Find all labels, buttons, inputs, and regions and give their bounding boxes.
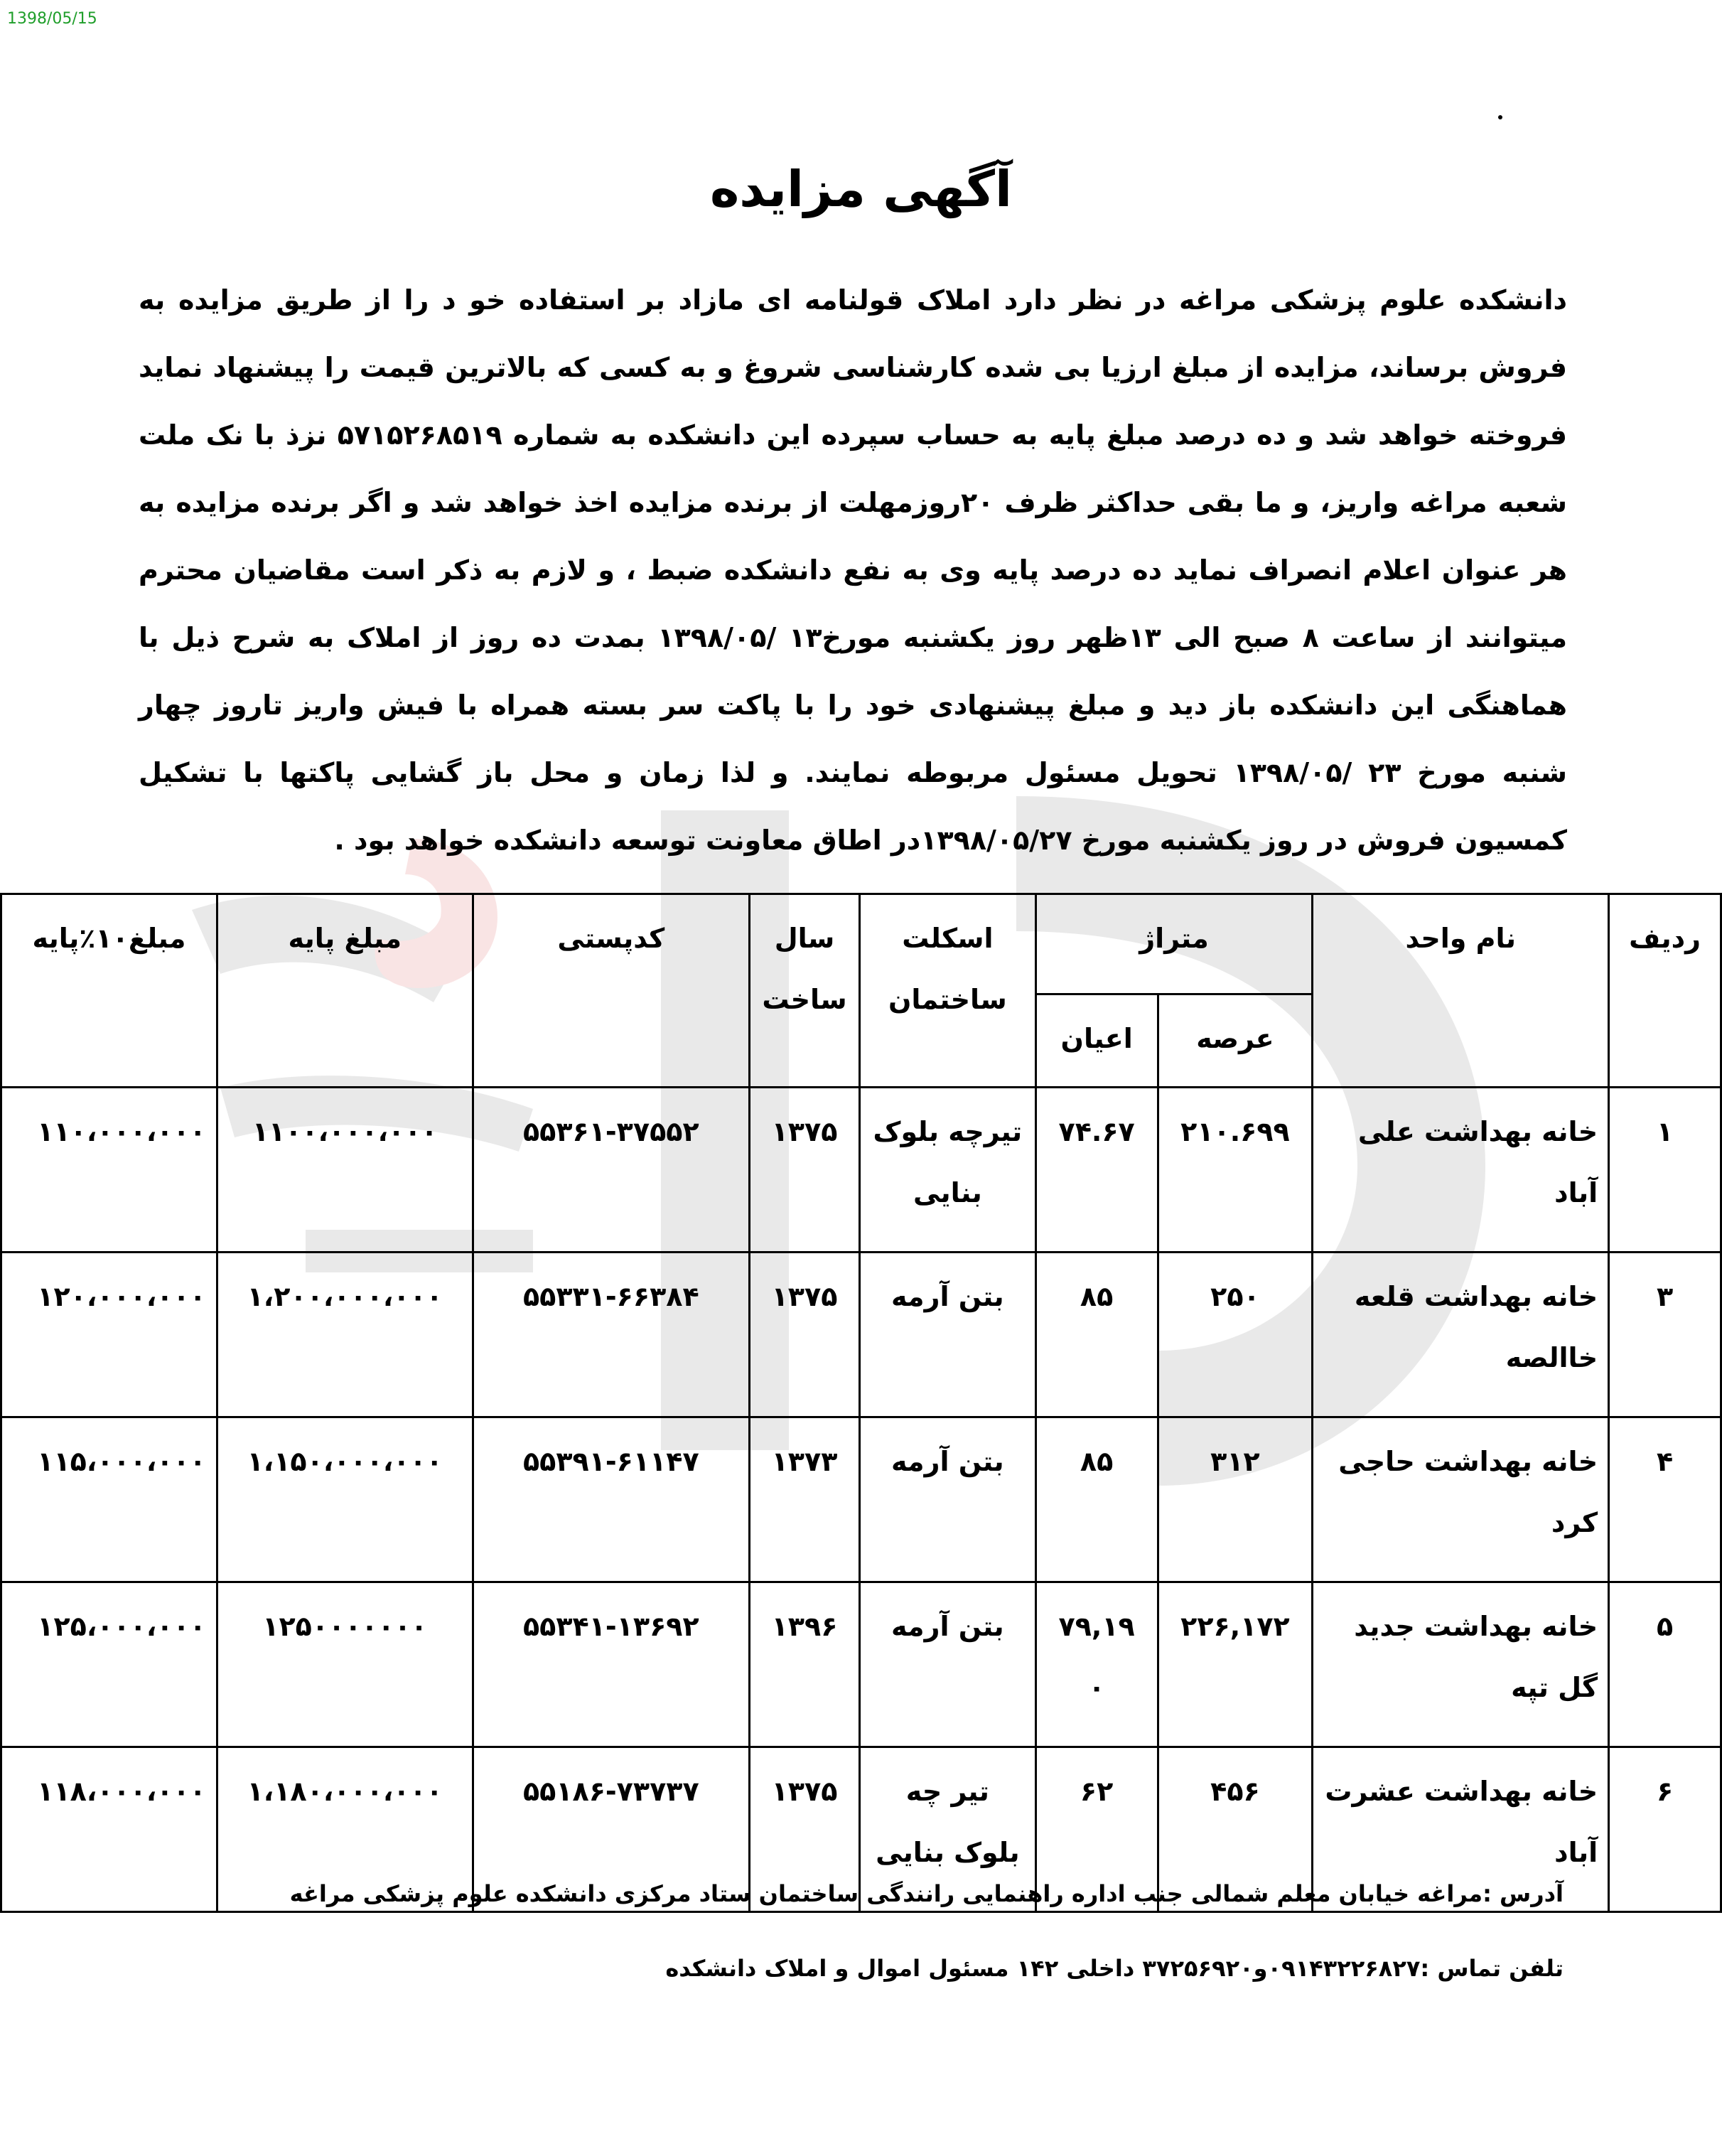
cell-land: ۲۲۶,۱۷۲ [1158, 1582, 1313, 1747]
cell-structure: بتن آرمه [859, 1253, 1035, 1417]
header-base-price: مبلغ پایه [217, 894, 473, 1088]
table-header-row [1, 894, 1721, 994]
cell-year: ۱۳۷۳ [750, 1417, 860, 1582]
cell-base-price: ۱،۲۰۰،۰۰۰،۰۰۰ [217, 1253, 473, 1417]
cell-ten-percent: ۱۲۰،۰۰۰،۰۰۰ [1, 1253, 217, 1417]
cell-postal-code: ۵۵۳۳۱-۶۶۳۸۴ [473, 1253, 749, 1417]
header-unit-name: نام واحد [1313, 894, 1609, 1088]
header-building: اعیان [1035, 994, 1158, 1088]
footer-phone: تلفن تماس :۰۹۱۴۳۲۲۶۸۲۷و۳۷۲۵۶۹۲۰ داخلی ۱۴۲ مسئول اموال و املاک دانشکده [665, 1955, 1564, 1982]
cell-unit-name: خانه بهداشت قلعه خاالصه [1313, 1253, 1609, 1417]
cell-row-no: ۵ [1609, 1582, 1721, 1747]
cell-base-price: ۱،۱۵۰،۰۰۰،۰۰۰ [217, 1417, 473, 1582]
cell-postal-code: ۵۵۳۴۱-۱۳۶۹۲ [473, 1582, 749, 1747]
cell-unit-name: خانه بهداشت علی آباد [1313, 1088, 1609, 1253]
header-land: عرصه [1158, 994, 1313, 1088]
cell-unit-name: خانه بهداشت جدید گل تپه [1313, 1582, 1609, 1747]
cell-building: ۶۲ [1035, 1747, 1158, 1912]
cell-structure: تیر چه بلوک بنایی [859, 1747, 1035, 1912]
cell-ten-percent: ۱۱۰،۰۰۰،۰۰۰ [1, 1088, 217, 1253]
footer-address: آدرس :مراغه خیابان معلم شمالی جنب اداره راهنمایی رانندگی ساختمان ستاد مرکزی دانشکده علوم پزشکی مراغه [289, 1880, 1564, 1907]
cell-year: ۱۳۹۶ [750, 1582, 860, 1747]
cell-base-price: ۱،۱۸۰،۰۰۰،۰۰۰ [217, 1747, 473, 1912]
cell-postal-code: ۵۵۱۸۶-۷۳۷۳۷ [473, 1747, 749, 1912]
cell-year: ۱۳۷۵ [750, 1088, 860, 1253]
cell-year: ۱۳۷۵ [750, 1253, 860, 1417]
cell-land: ۴۵۶ [1158, 1747, 1313, 1912]
cell-building: ۷۴.۶۷ [1035, 1088, 1158, 1253]
cell-building: ۸۵ [1035, 1253, 1158, 1417]
header-row-no: ردیف [1609, 894, 1721, 1088]
header-structure: اسکلت ساختمان [859, 894, 1035, 1088]
cell-structure: بتن آرمه [859, 1417, 1035, 1582]
cell-row-no: ۴ [1609, 1417, 1721, 1582]
cell-row-no: ۱ [1609, 1088, 1721, 1253]
cell-base-price: ۱۲۵۰۰۰۰۰۰۰ [217, 1582, 473, 1747]
cell-structure: بتن آرمه [859, 1582, 1035, 1747]
page-title: آگهی مزایده [709, 160, 1013, 218]
header-postal-code: کدپستی [473, 894, 749, 1088]
cell-land: ۲۱۰.۶۹۹ [1158, 1088, 1313, 1253]
cell-year: ۱۳۷۵ [750, 1747, 860, 1912]
cell-unit-name: خانه بهداشت عشرت آباد [1313, 1747, 1609, 1912]
header-year: سال ساخت [750, 894, 860, 1088]
cell-unit-name: خانه بهداشت حاجی کرد [1313, 1417, 1609, 1582]
announcement-body: دانشکده علوم پزشکی مراغه در نظر دارد املاک قولنامه ای مازاد بر استفاده خو د را از طریق مزایده به فروش برساند، مزایده از مبلغ ارزیا بی شده کارشناسی شروغ و به کسی که بالاترین قیمت را پیشنهاد نماید فروخته خواهد شد و ده درصد مبلغ پایه به حساب سپرده این دانشکده به شماره ۵۷۱۵۲۶۸۵۱۹ نزذ با نک ملت شعبه مراغه واریز، و ما بقی حداکثر ظرف ۲۰روزمهلت از برنده مزایده اخذ خواهد شد و اگر برنده مزایده به هر عنوان اعلام انصراف نماید ده درصد پایه وی به نفع دانشکده ضبط ، و لازم به ذکر است مقاضیان محترم میتوانند از ساعت ۸ صبح الی ۱۳ظهر روز یکشنبه مورخ۱۳ /۱۳۹۸/۰۵ بمدت ده روز از املاک به شرح ذیل با هماهنگی این دانشکده باز دید و مبلغ پیشنهادی خود را با پاکت سر بسته همراه با فیش واریز تاروز چهار شنبه مورخ ۲۳ /۱۳۹۸/۰۵ تحویل مسئول مربوطه نمایند. و لذا زمان و محل باز گشایی پاکتها با تشکیل کمسیون فروش در روز یکشنبه مورخ ۱۳۹۸/۰۵/۲۷در اطاق معاونت توسعه دانشکده خواهد بود . [139, 284, 1568, 856]
cell-land: ۲۵۰ [1158, 1253, 1313, 1417]
cell-row-no: ۶ [1609, 1747, 1721, 1912]
properties-table [0, 893, 1722, 1913]
cell-building: ۸۵ [1035, 1417, 1158, 1582]
cell-structure: تیرچه بلوک بنایی [859, 1088, 1035, 1253]
table-row [1, 1088, 1721, 1253]
cell-ten-percent: ۱۲۵،۰۰۰،۰۰۰ [1, 1582, 217, 1747]
stamp-date: 1398/05/15 [7, 10, 97, 28]
cell-ten-percent: ۱۱۵،۰۰۰،۰۰۰ [1, 1417, 217, 1582]
cell-building: ۷۹,۱۹ ۰ [1035, 1582, 1158, 1747]
table-row [1, 1582, 1721, 1747]
header-area: متراژ [1035, 894, 1313, 994]
table-row [1, 1417, 1721, 1582]
table-row [1, 1253, 1721, 1417]
cell-land: ۳۱۲ [1158, 1417, 1313, 1582]
scan-speck [1498, 115, 1502, 119]
header-ten-percent: مبلغ۱۰٪پایه [1, 894, 217, 1088]
cell-base-price: ۱۱۰۰،۰۰۰،۰۰۰ [217, 1088, 473, 1253]
cell-ten-percent: ۱۱۸،۰۰۰،۰۰۰ [1, 1747, 217, 1912]
cell-postal-code: ۵۵۳۶۱-۳۷۵۵۲ [473, 1088, 749, 1253]
cell-row-no: ۳ [1609, 1253, 1721, 1417]
cell-postal-code: ۵۵۳۹۱-۶۱۱۴۷ [473, 1417, 749, 1582]
